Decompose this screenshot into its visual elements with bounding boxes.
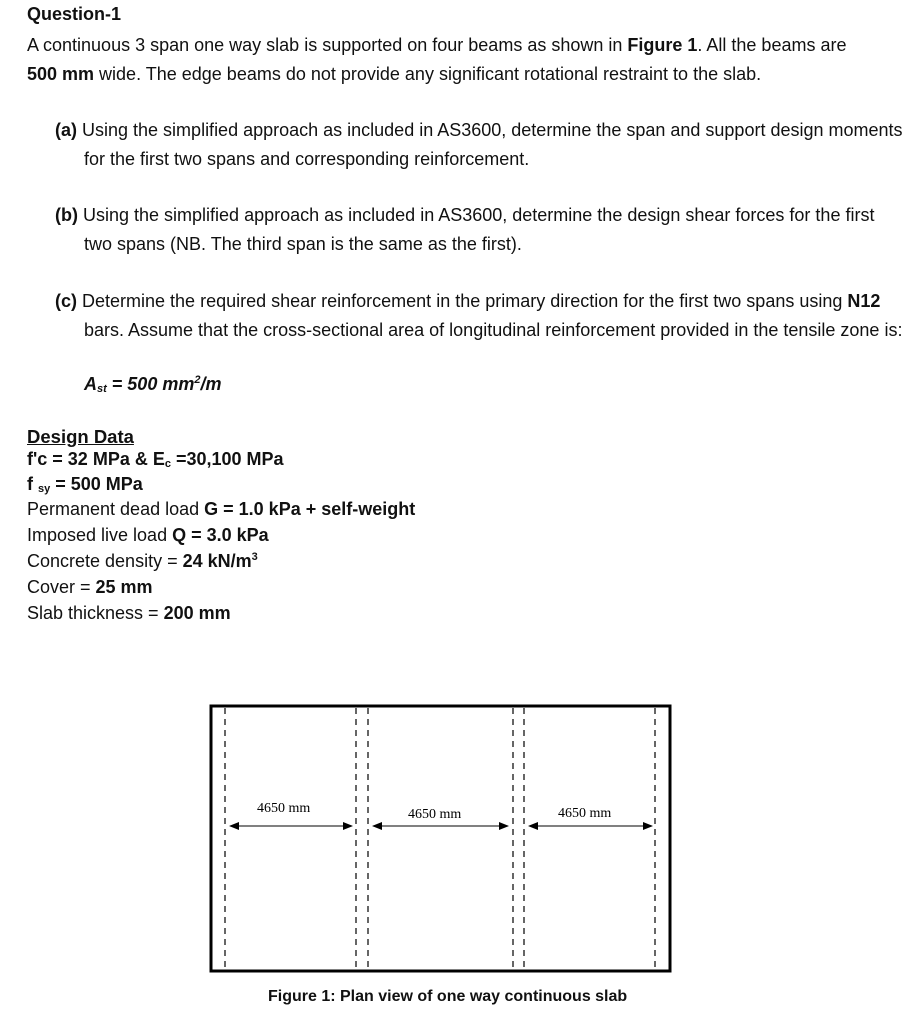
ast-formula: $A_{st} = 500$ $mm^2/m$ [84, 374, 222, 395]
slab-outline [211, 706, 670, 971]
density-line: Concrete density = 24 $kN/m^3$ [27, 551, 258, 571]
fc-line: f'c = 32 MPa & Ec =30,100 MPa [27, 449, 284, 470]
question-title: Question-1 [27, 4, 122, 24]
fsy-line: f sy = 500 MPa [27, 474, 143, 495]
thickness-line: Slab thickness = 200 mm [27, 603, 231, 623]
part-b: (b) Using the simplified approach as included in AS3600, determine the design shear forces for the first two spans (NB. The third span is the same as the first). [55, 205, 875, 254]
part-a: (a) Using the simplified approach as included in AS3600, determine the span and support design moments for the first two spans and corresponding reinforcement. [55, 120, 903, 169]
figure-caption: Figure 1: Plan view of one way continuous slab [268, 988, 628, 1005]
dead-load-line: Permanent dead load G = 1.0 kPa + self-weight [27, 499, 416, 519]
cover-line: Cover = 25 mm [27, 577, 153, 597]
live-load-line: Imposed live load Q = 3.0 kPa [27, 525, 269, 545]
part-c: (c) Determine the required shear reinforcement in the primary direction for the first two spans using N12 bars. Assume that the cross-sectional area of longitudinal reinforcement provided in the tensile zone is: [55, 291, 903, 340]
span3-label: 4650 mm [558, 806, 612, 821]
span2-label: 4650 mm [408, 807, 462, 822]
beam-lines [225, 708, 655, 969]
design-data-heading: Design Data [27, 426, 134, 447]
question-intro: A continuous 3 span one way slab is supported on four beams as shown in Figure 1. All the beams are 500 mm wide. The edge beams do not provide any significant rotational restraint to the slab. [27, 35, 847, 84]
span1-label: 4650 mm [257, 801, 311, 816]
